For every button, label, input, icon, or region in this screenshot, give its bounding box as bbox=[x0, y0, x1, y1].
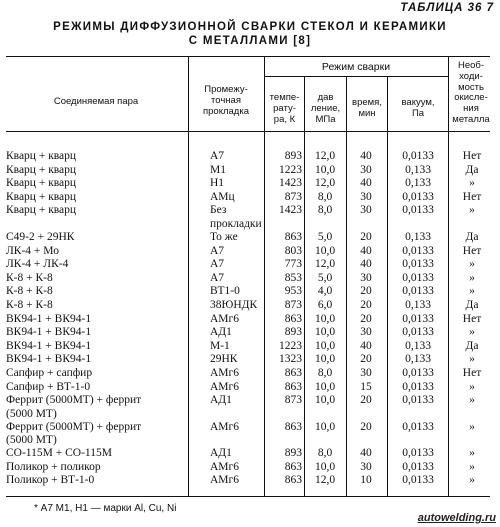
cell-pair: Кварц + кварц bbox=[6, 150, 77, 162]
header-pair: Соединяемая пара bbox=[53, 96, 139, 107]
cell-pair: Феррит (5000МТ) + феррит (5000 МТ) bbox=[6, 394, 142, 420]
cell-time: 20 bbox=[360, 298, 372, 311]
cell-pair: Кварц + кварц bbox=[6, 163, 77, 176]
table-row bbox=[0, 353, 500, 367]
cell-pres: 12,0 bbox=[314, 177, 336, 190]
cell-time: 30 bbox=[360, 204, 372, 217]
cell-vac: 0,0133 bbox=[402, 366, 434, 379]
cell-pad: АД1 bbox=[210, 447, 232, 460]
table-row bbox=[0, 394, 500, 420]
cell-pair: Кварц + кварц bbox=[6, 177, 77, 190]
cell-temp: 893 bbox=[284, 447, 302, 460]
cell-time: 40 bbox=[360, 339, 372, 352]
cell-pad: АМц bbox=[210, 190, 235, 203]
cell-pair: Поликор + поликор bbox=[6, 460, 101, 473]
cell-pair: ВК94-1 + ВК94-1 bbox=[6, 339, 92, 352]
cell-ox: » bbox=[469, 204, 475, 217]
cell-pad: Н1 bbox=[210, 177, 225, 190]
cell-pres: 5,0 bbox=[317, 271, 333, 284]
cell-ox: Нет bbox=[462, 366, 482, 379]
cell-ox: Нет bbox=[462, 150, 482, 162]
cell-pad: То же bbox=[210, 230, 238, 243]
cell-temp: 893 bbox=[284, 326, 302, 339]
cell-pad: Без прокладки bbox=[210, 204, 262, 230]
header-time: время, мин bbox=[352, 97, 382, 119]
cell-pair: ЛК-4 + ЛК-4 bbox=[6, 258, 69, 271]
cell-pres: 12,0 bbox=[314, 258, 336, 271]
cell-temp: 853 bbox=[284, 271, 302, 284]
cell-ox: » bbox=[469, 447, 475, 460]
cell-pres: 10,0 bbox=[314, 460, 336, 473]
cell-vac: 0,133 bbox=[405, 339, 431, 352]
cell-pad: А7 bbox=[210, 271, 225, 284]
table-row bbox=[0, 258, 500, 272]
cell-pair: ВК94-1 + ВК94-1 bbox=[6, 353, 92, 366]
cell-pair: Кварц + кварц bbox=[6, 204, 77, 217]
cell-pad: М-1 bbox=[210, 339, 230, 352]
cell-vac: 0,0133 bbox=[402, 474, 434, 487]
cell-pres: 10,0 bbox=[314, 244, 336, 257]
cell-pair: Феррит (5000МТ) + феррит (5000 МТ) bbox=[6, 420, 142, 447]
cell-vac: 0,133 bbox=[405, 298, 431, 311]
cell-temp: 873 bbox=[284, 190, 302, 203]
cell-ox: Да bbox=[465, 163, 479, 176]
cell-pres: 8,0 bbox=[317, 366, 333, 379]
cell-time: 40 bbox=[360, 447, 372, 460]
cell-pres: 10,0 bbox=[314, 380, 336, 393]
cell-temp: 863 bbox=[284, 312, 302, 325]
cell-pres: 10,0 bbox=[314, 353, 336, 366]
cell-temp: 863 bbox=[284, 380, 302, 393]
table-title bbox=[0, 20, 500, 48]
table-row bbox=[0, 150, 500, 164]
table-row bbox=[0, 420, 500, 447]
cell-time: 30 bbox=[360, 190, 372, 203]
cell-pair: К-8 + К-8 bbox=[6, 271, 53, 284]
table-row bbox=[0, 340, 500, 354]
cell-temp: 953 bbox=[284, 285, 302, 298]
cell-temp: 863 bbox=[284, 420, 302, 433]
cell-time: 20 bbox=[360, 420, 372, 433]
cell-temp: 803 bbox=[284, 244, 302, 257]
cell-time: 40 bbox=[360, 150, 372, 162]
cell-pres: 10,0 bbox=[314, 420, 336, 433]
table-row bbox=[0, 313, 500, 327]
cell-ox: » bbox=[469, 380, 475, 393]
cell-ox: » bbox=[469, 326, 475, 339]
header-top-rule bbox=[6, 56, 490, 57]
table-row bbox=[0, 381, 500, 395]
table-row bbox=[0, 326, 500, 340]
cell-ox: Да bbox=[465, 298, 479, 311]
cell-vac: 0,0133 bbox=[402, 190, 434, 203]
cell-time: 30 bbox=[360, 366, 372, 379]
cell-time: 20 bbox=[360, 353, 372, 366]
cell-ox: » bbox=[469, 460, 475, 473]
cell-ox: Нет bbox=[462, 190, 482, 203]
table-row bbox=[0, 191, 500, 205]
cell-time: 20 bbox=[360, 394, 372, 407]
cell-temp: 1423 bbox=[279, 204, 302, 217]
cell-vac: 0,0133 bbox=[402, 258, 434, 271]
cell-pair: Сапфир + сапфир bbox=[6, 366, 93, 379]
cell-pair: К-8 + К-8 bbox=[6, 285, 53, 298]
cell-ox: » bbox=[469, 177, 475, 190]
cell-pad: АД1 bbox=[210, 326, 232, 339]
cell-ox: » bbox=[469, 474, 475, 487]
table-row bbox=[0, 177, 500, 191]
table-row bbox=[0, 285, 500, 299]
cell-vac: 0,133 bbox=[405, 353, 431, 366]
header-temp: темпе- рату- ра, К bbox=[269, 92, 300, 125]
cell-pair: С49-2 + 29НК bbox=[6, 230, 75, 243]
cell-time: 15 bbox=[360, 380, 372, 393]
header-vacuum: вакуум, Па bbox=[401, 97, 435, 119]
cell-vac: 0,0133 bbox=[402, 312, 434, 325]
table-number: ТАБЛИЦА 36 7 bbox=[400, 2, 494, 14]
cell-vac: 0,0133 bbox=[402, 380, 434, 393]
cell-time: 40 bbox=[360, 177, 372, 190]
table-row bbox=[0, 272, 500, 286]
table-row bbox=[0, 245, 500, 259]
cell-pres: 10,0 bbox=[314, 163, 336, 176]
cell-pair: К-8 + К-8 bbox=[6, 298, 53, 311]
cell-pad: АМг6 bbox=[210, 474, 239, 487]
cell-temp: 863 bbox=[284, 366, 302, 379]
cell-ox: Да bbox=[465, 230, 479, 243]
cell-temp: 863 bbox=[284, 460, 302, 473]
cell-temp: 893 bbox=[284, 150, 302, 162]
table-row bbox=[0, 461, 500, 475]
cell-time: 20 bbox=[360, 285, 372, 298]
cell-pres: 10,0 bbox=[314, 394, 336, 407]
cell-temp: 863 bbox=[284, 474, 302, 487]
mode-rule bbox=[264, 76, 448, 77]
cell-temp: 1223 bbox=[279, 163, 302, 176]
cell-pair: ЛК-4 + Мо bbox=[6, 244, 59, 257]
cell-vac: 0,0133 bbox=[402, 285, 434, 298]
cell-temp: 863 bbox=[284, 230, 302, 243]
header-interlayer: Промежу- точная прокладка bbox=[203, 84, 249, 117]
cell-pres: 8,0 bbox=[317, 204, 333, 217]
table-row bbox=[0, 474, 500, 488]
footnote: * А7 М1, Н1 — марки Al, Cu, Ni bbox=[34, 503, 177, 514]
cell-pres: 10,0 bbox=[314, 312, 336, 325]
header-bottom-rule bbox=[6, 131, 490, 132]
cell-time: 30 bbox=[360, 326, 372, 339]
cell-temp: 873 bbox=[284, 298, 302, 311]
cell-ox: Нет bbox=[462, 312, 482, 325]
cell-pad: АМг6 bbox=[210, 312, 239, 325]
cell-vac: 0,0133 bbox=[402, 447, 434, 460]
cell-ox: » bbox=[469, 353, 475, 366]
cell-ox: » bbox=[469, 420, 475, 433]
cell-ox: Да bbox=[465, 339, 479, 352]
header-pressure: дав ление, МПа bbox=[310, 92, 341, 125]
cell-pres: 10,0 bbox=[314, 326, 336, 339]
cell-pres: 6,0 bbox=[317, 298, 333, 311]
header-mode: Режим сварки bbox=[321, 61, 391, 73]
title-line-1: РЕЖИМЫ ДИФФУЗИОННОЙ СВАРКИ СТЕКОЛ И КЕРАМИКИ bbox=[53, 21, 447, 33]
cell-pad: ВТ1-0 bbox=[210, 285, 240, 298]
cell-time: 10 bbox=[360, 474, 372, 487]
cell-time: 30 bbox=[360, 271, 372, 284]
cell-pad: 29НК bbox=[210, 353, 238, 366]
cell-pad: 38ЮНДК bbox=[210, 298, 258, 311]
cell-time: 40 bbox=[360, 244, 372, 257]
cell-pad: АМг6 bbox=[210, 380, 239, 393]
cell-vac: 0,0133 bbox=[402, 460, 434, 473]
cell-ox: » bbox=[469, 271, 475, 284]
cell-pair: ВК94-1 + ВК94-1 bbox=[6, 326, 92, 339]
cell-vac: 0,0133 bbox=[402, 394, 434, 407]
cell-vac: 0,0133 bbox=[402, 204, 434, 217]
cell-pair: Кварц + кварц bbox=[6, 190, 77, 203]
table-row bbox=[0, 204, 500, 230]
cell-time: 20 bbox=[360, 230, 372, 243]
cell-pad: А7 bbox=[210, 244, 225, 257]
cell-pres: 12,0 bbox=[314, 150, 336, 162]
cell-vac: 0,133 bbox=[405, 230, 431, 243]
cell-pair: Поликор + ВТ-1-0 bbox=[6, 474, 95, 487]
cell-pres: 12,0 bbox=[314, 474, 336, 487]
cell-pad: А7 bbox=[210, 258, 225, 271]
cell-vac: 0,0133 bbox=[402, 326, 434, 339]
cell-ox: Нет bbox=[462, 244, 482, 257]
cell-pad: АД1 bbox=[210, 394, 232, 407]
cell-pad: АМг6 bbox=[210, 460, 239, 473]
cell-pad: А7 bbox=[210, 150, 225, 162]
table-row bbox=[0, 367, 500, 381]
cell-pres: 5,0 bbox=[317, 230, 333, 243]
cell-pad: М1 bbox=[210, 163, 226, 176]
table-row bbox=[0, 231, 500, 245]
cell-temp: 1323 bbox=[279, 353, 302, 366]
title-line-2: С МЕТАЛЛАМИ [8] bbox=[188, 35, 312, 47]
table-row bbox=[0, 164, 500, 178]
cell-vac: 0,0133 bbox=[402, 244, 434, 257]
cell-vac: 0,0133 bbox=[402, 420, 434, 433]
cell-time: 30 bbox=[360, 460, 372, 473]
watermark: autowelding.ru bbox=[417, 512, 496, 524]
cell-vac: 0,0133 bbox=[402, 271, 434, 284]
cell-time: 30 bbox=[360, 163, 372, 176]
cell-pres: 10,0 bbox=[314, 339, 336, 352]
cell-pad: АМг6 bbox=[210, 366, 239, 379]
cell-vac: 0,133 bbox=[405, 177, 431, 190]
cell-ox: » bbox=[469, 258, 475, 271]
cell-pres: 8,0 bbox=[317, 447, 333, 460]
cell-vac: 0,0133 bbox=[402, 150, 434, 162]
cell-pair: ВК94-1 + ВК94-1 bbox=[6, 312, 92, 325]
cell-time: 40 bbox=[360, 258, 372, 271]
cell-ox: » bbox=[469, 394, 475, 407]
cell-pair: Сапфир + ВТ-1-0 bbox=[6, 380, 91, 393]
table-row bbox=[0, 447, 500, 461]
cell-temp: 773 bbox=[284, 258, 302, 271]
cell-pad: АМг6 bbox=[210, 420, 239, 433]
cell-time: 20 bbox=[360, 312, 372, 325]
cell-temp: 1223 bbox=[279, 339, 302, 352]
cell-ox: » bbox=[469, 285, 475, 298]
cell-temp: 873 bbox=[284, 394, 302, 407]
cell-pres: 8,0 bbox=[317, 190, 333, 203]
header-oxidation: Необ- ходи- мость окисле- ния металла bbox=[452, 60, 490, 125]
cell-pres: 4,0 bbox=[317, 285, 333, 298]
cell-vac: 0,133 bbox=[405, 163, 431, 176]
cell-pair: СО-115М + СО-115М bbox=[6, 447, 112, 460]
table-bottom-rule bbox=[6, 496, 490, 497]
table-row bbox=[0, 299, 500, 313]
cell-temp: 1423 bbox=[279, 177, 302, 190]
